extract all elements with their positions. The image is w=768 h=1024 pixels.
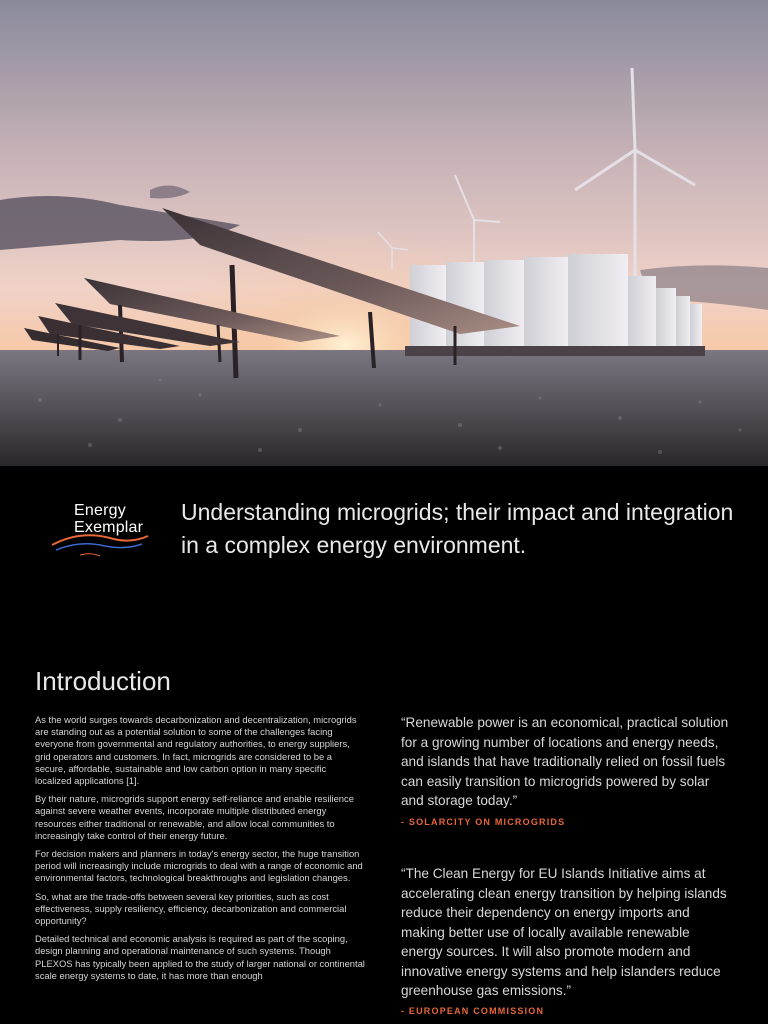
- intro-body: [35, 714, 365, 988]
- intro-paragraph: By their nature, microgrids support energy self-reliance and enable resilience against severe weather events, incorporate multiple distributed energy resources either traditional or renewable, and allow local communities to increasingly take control of their energy future.: [35, 793, 354, 841]
- hero-illustration: [0, 0, 768, 466]
- quote-attribution: - EUROPEAN COMMISSION: [401, 1006, 545, 1016]
- intro-paragraph: Detailed technical and economic analysis is required as part of the scoping, design planning and operational maintenance of such systems. Though PLEXOS has typically been applied to the study of larger national or continental scale energy systems to date, it has more than enough: [35, 933, 365, 981]
- brand-line-1: Energy: [74, 502, 126, 519]
- energy-exemplar-logo: [50, 500, 160, 570]
- intro-paragraph: So, what are the trade-offs between several key priorities, such as cost effectiveness, supply resiliency, efficiency, decarbonization and commercial opportunity?: [35, 890, 347, 927]
- page-headline: Understanding microgrids; their impact and integration in a complex energy environment.: [181, 499, 734, 558]
- quote-attribution: - SOLARCITY ON MICROGRIDS: [401, 817, 566, 827]
- section-title: Introduction: [35, 666, 171, 696]
- pull-quote: “Renewable power is an economical, practical solution for a growing number of locations and energy needs, and islands that have traditionally relied on fossil fuels can easily transition to microgrids powered by solar and storage today.”: [401, 715, 729, 808]
- intro-paragraph: For decision makers and planners in today's energy sector, the huge transition period will increasingly include microgrids to deal with a range of economic and environmental factors, technological breakthroughs and legislation changes.: [35, 848, 363, 884]
- intro-paragraph: As the world surges towards decarbonization and decentralization, microgrids are standing out as a potential solution to some of the challenges facing everyone from governmental and regulatory authorities, to energy suppliers, grid operators and customers. In fact, microgrids are considered to be a secure, affordable, sustainable and low carbon option in many specific localized applications [1].: [35, 714, 357, 787]
- brand-line-2: Exemplar: [74, 519, 144, 536]
- hero-image: [0, 0, 768, 466]
- pull-quote: “The Clean Energy for EU Islands Initiative aims at accelerating clean energy transition by helping islands reduce their dependency on energy imports and making better use of locally available renewable energy sources. It will also promote modern and innovative energy systems and help islanders reduce greenhouse gas emissions.”: [401, 866, 727, 998]
